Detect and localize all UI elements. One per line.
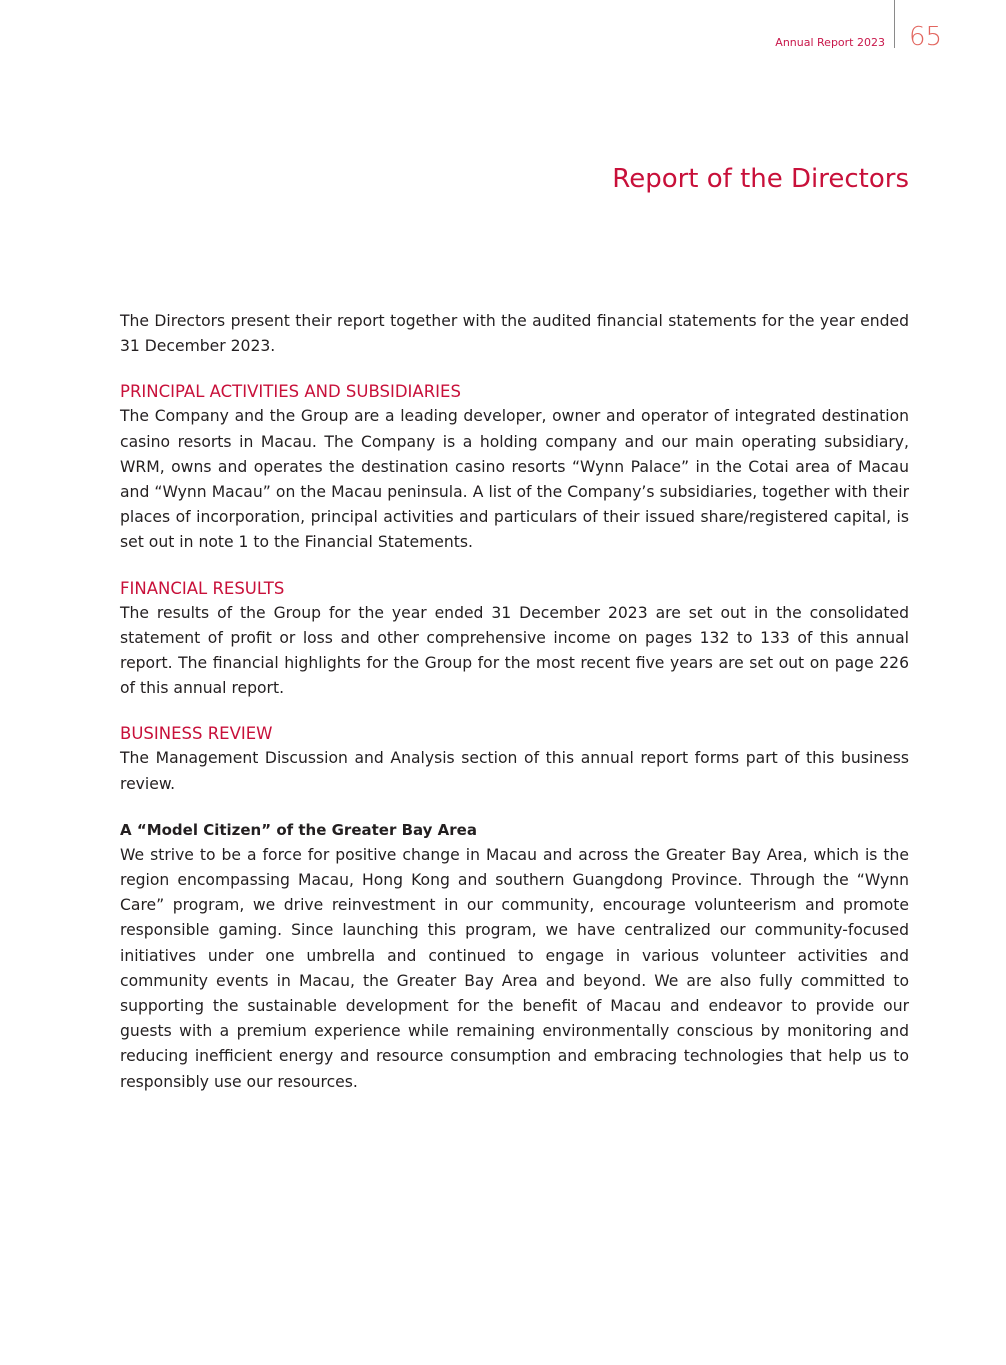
section-paragraph: The results of the Group for the year ended 31 December 2023 are set out in the consolidated statement of profit or loss and other comprehensive income on pages 132 to 133 of this annual report. The financial highlights for the Group for the most recent five years are set out on page 226 of this annual report. [120,603,909,698]
running-header: Annual Report 2023 [775,36,885,49]
section-paragraph: The Management Discussion and Analysis section of this annual report forms part of this business review. [120,749,909,793]
page-title: Report of the Directors [612,164,909,194]
intro-paragraph: The Directors present their report together with the audited financial statements for the year ended 31 December 2023. [120,312,909,356]
page-number: 65 [909,22,943,52]
subsection-heading: A “Model Citizen” of the Greater Bay Area [120,820,477,839]
subsection-paragraph: We strive to be a force for positive change in Macau and across the Greater Bay Area, which is the region encompassing Macau, Hong Kong and southern Guangdong Province. Through the “Wynn Care” program, we drive reinvestment in our community, encourage volunteerism and promote responsible gaming. Since launching this program, we have centralized our community-focused initiatives under one umbrella and continued to engage in various volunteer activities and community events in Macau, the Greater Bay Area and beyond. We are also fully committed to supporting the sustainable development for the benefit of Macau and endeavor to provide our guests with a premium experience while remaining environmentally conscious by monitoring and reducing inefficient energy and resource consumption and embracing technologies that help us to responsibly use our resources. [120,845,909,1091]
section-paragraph: The Company and the Group are a leading developer, owner and operator of integrated destination casino resorts in Macau. The Company is a holding company and our main operating subsidiary, WRM, owns and operates the destination casino resorts “Wynn Palace” in the Cotai area of Macau and “Wynn Macau” on the Macau peninsula. A list of the Company’s subsidiaries, together with their places of incorporation, principal activities and particulars of their issued share/registered capital, is set out in note 1 to the Financial Statements. [120,407,909,552]
section-heading: BUSINESS REVIEW [120,724,273,744]
report-body [120,309,909,1095]
section-heading: PRINCIPAL ACTIVITIES AND SUBSIDIARIES [120,382,461,402]
header-divider [894,0,895,48]
section-heading: FINANCIAL RESULTS [120,578,285,598]
